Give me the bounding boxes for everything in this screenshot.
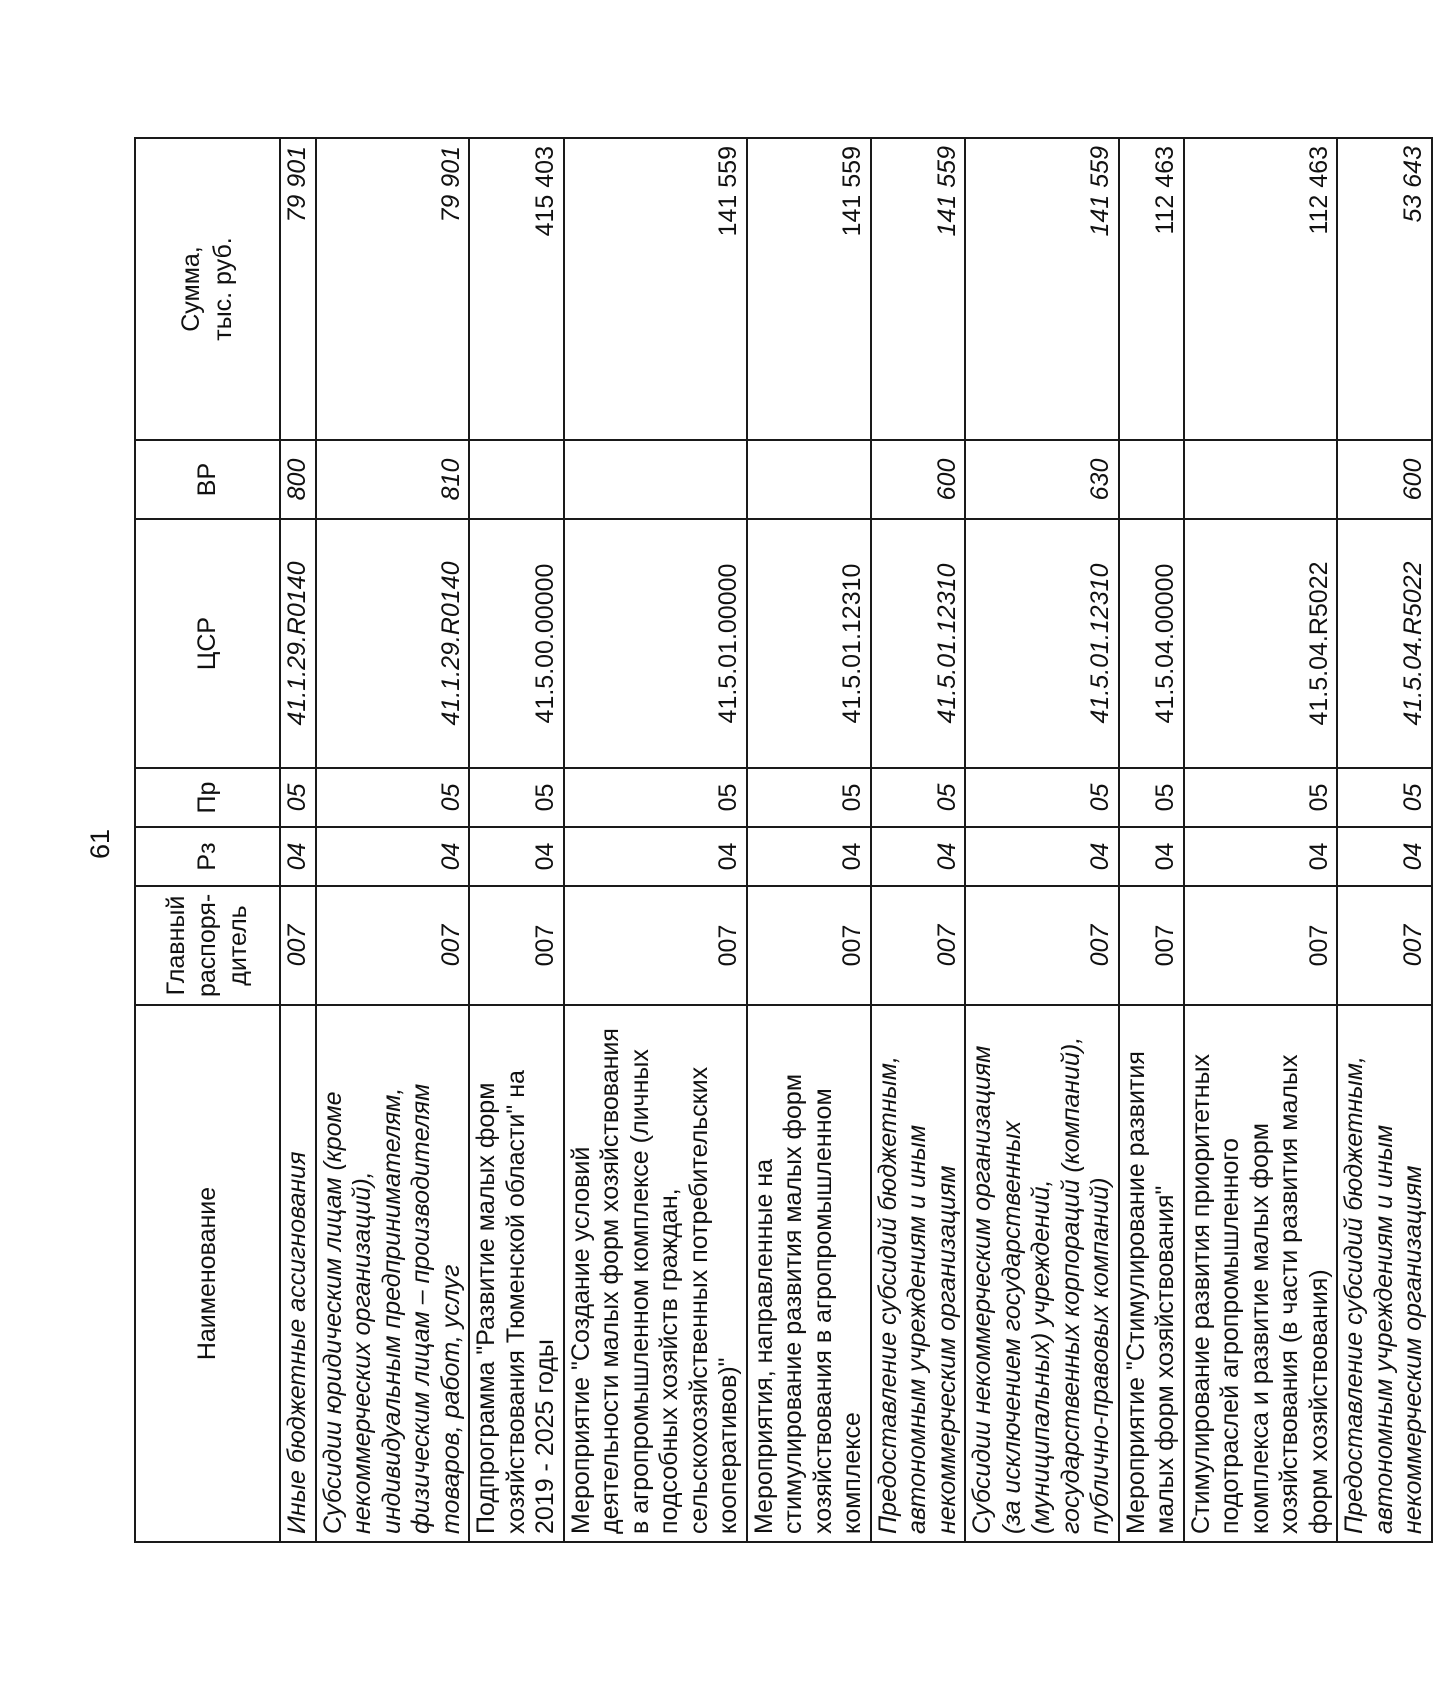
header-admin-line-3: дитель (224, 905, 253, 986)
cell-vr (1184, 440, 1338, 519)
cell-name: Мероприятие "Стимулирование развития малых форм хозяйствования" (1119, 1005, 1184, 1542)
cell-name: Предоставление субсидий бюджетным, автономным учреждениям и иным некоммерческим организациям (871, 1005, 966, 1542)
cell-name: Стимулирование развития приоритетных подотраслей агропромышленного комплекса и развитие малых форм хозяйствования (в части развития малых форм хозяйствования) (1184, 1005, 1338, 1542)
cell-vr (564, 440, 747, 519)
cell-admin: 007 (871, 886, 966, 1005)
cell-rz: 04 (965, 827, 1119, 886)
table-row (1119, 138, 1184, 1542)
cell-pr: 05 (280, 768, 316, 827)
cell-csr: 41.5.04.R5022 (1184, 519, 1338, 768)
cell-pr: 05 (316, 768, 470, 827)
cell-pr: 05 (965, 768, 1119, 827)
cell-pr: 05 (871, 768, 966, 827)
table-header-row (135, 138, 280, 1542)
header-sum (135, 138, 280, 440)
cell-admin: 007 (316, 886, 470, 1005)
cell-sum: 141 559 (564, 138, 747, 440)
cell-name: Субсидии некоммерческим организациям (за исключением государственных (муниципальных) учреждений, государственных корпораций (компаний), публично-правовых компаний) (965, 1005, 1119, 1542)
table-row (1337, 138, 1432, 1542)
cell-csr: 41.1.29.R0140 (280, 519, 316, 768)
header-pr: Пр (135, 768, 280, 827)
cell-rz: 04 (1119, 827, 1184, 886)
cell-sum: 415 403 (469, 138, 564, 440)
header-vr: ВР (135, 440, 280, 519)
cell-csr: 41.5.01.12310 (965, 519, 1119, 768)
rotated-table-container (134, 138, 1427, 1543)
cell-pr: 05 (747, 768, 871, 827)
cell-admin: 007 (469, 886, 564, 1005)
header-admin (135, 886, 280, 1005)
cell-name: Подпрограмма "Развитие малых форм хозяйствования Тюменской области" на 2019 - 2025 годы (469, 1005, 564, 1542)
cell-pr: 05 (1184, 768, 1338, 827)
page-number: 61 (85, 828, 115, 860)
cell-admin: 007 (965, 886, 1119, 1005)
cell-vr: 600 (1337, 440, 1432, 519)
header-admin-line-2: распоря- (192, 893, 221, 997)
cell-sum: 112 463 (1119, 138, 1184, 440)
cell-sum: 112 463 (1184, 138, 1338, 440)
table-row (280, 138, 316, 1542)
table-row (747, 138, 871, 1542)
cell-admin: 007 (1119, 886, 1184, 1005)
cell-pr: 05 (1337, 768, 1432, 827)
cell-csr: 41.5.01.00000 (564, 519, 747, 768)
cell-csr: 41.1.29.R0140 (316, 519, 470, 768)
cell-rz: 04 (747, 827, 871, 886)
table-row (871, 138, 966, 1542)
cell-admin: 007 (280, 886, 316, 1005)
cell-sum: 53 643 (1337, 138, 1432, 440)
cell-vr: 630 (965, 440, 1119, 519)
cell-name: Субсидии юридическим лицам (кроме некоммерческих организаций), индивидуальным предпринимателям, физическим лицам – производителям товаров, работ, услуг (316, 1005, 470, 1542)
cell-pr: 05 (1119, 768, 1184, 827)
cell-csr: 41.5.00.00000 (469, 519, 564, 768)
cell-csr: 41.5.01.12310 (747, 519, 871, 768)
cell-vr: 810 (316, 440, 470, 519)
header-name: Наименование (135, 1005, 280, 1542)
cell-name: Мероприятия, направленные на стимулирование развития малых форм хозяйствования в агропромышленном комплексе (747, 1005, 871, 1542)
cell-name: Предоставление субсидий бюджетным, автономным учреждениям и иным некоммерческим организациям (1337, 1005, 1432, 1542)
table-row (564, 138, 747, 1542)
table-row (316, 138, 470, 1542)
cell-rz: 04 (1184, 827, 1338, 886)
cell-rz: 04 (1337, 827, 1432, 886)
cell-admin: 007 (1184, 886, 1338, 1005)
cell-rz: 04 (564, 827, 747, 886)
cell-csr: 41.5.04.R5022 (1337, 519, 1432, 768)
table-row (1184, 138, 1338, 1542)
header-admin-line-1: Главный (161, 895, 190, 996)
cell-csr: 41.5.01.12310 (871, 519, 966, 768)
cell-rz: 04 (871, 827, 966, 886)
cell-sum: 141 559 (747, 138, 871, 440)
cell-vr (747, 440, 871, 519)
cell-rz: 04 (316, 827, 470, 886)
cell-rz: 04 (280, 827, 316, 886)
cell-vr: 600 (871, 440, 966, 519)
cell-sum: 79 901 (280, 138, 316, 440)
cell-vr (1119, 440, 1184, 519)
table-row (965, 138, 1119, 1542)
cell-vr: 800 (280, 440, 316, 519)
cell-pr: 05 (469, 768, 564, 827)
header-rz: Рз (135, 827, 280, 886)
budget-table (134, 137, 1433, 1543)
table-body (280, 138, 1432, 1542)
table-row (469, 138, 564, 1542)
cell-admin: 007 (1337, 886, 1432, 1005)
cell-pr: 05 (564, 768, 747, 827)
cell-sum: 79 901 (316, 138, 470, 440)
header-sum-line-2: тыс. руб. (208, 237, 237, 341)
cell-sum: 141 559 (965, 138, 1119, 440)
cell-rz: 04 (469, 827, 564, 886)
cell-admin: 007 (564, 886, 747, 1005)
cell-name: Мероприятие "Создание условий деятельности малых форм хозяйствования в агропромышленном комплексе (личных подсобных хозяйств граждан, сельскохозяйственных потребительских кооперативов)" (564, 1005, 747, 1542)
header-sum-line-1: Сумма, (177, 246, 206, 332)
cell-name: Иные бюджетные ассигнования (280, 1005, 316, 1542)
cell-admin: 007 (747, 886, 871, 1005)
cell-csr: 41.5.04.00000 (1119, 519, 1184, 768)
cell-sum: 141 559 (871, 138, 966, 440)
header-csr: ЦСР (135, 519, 280, 768)
cell-vr (469, 440, 564, 519)
